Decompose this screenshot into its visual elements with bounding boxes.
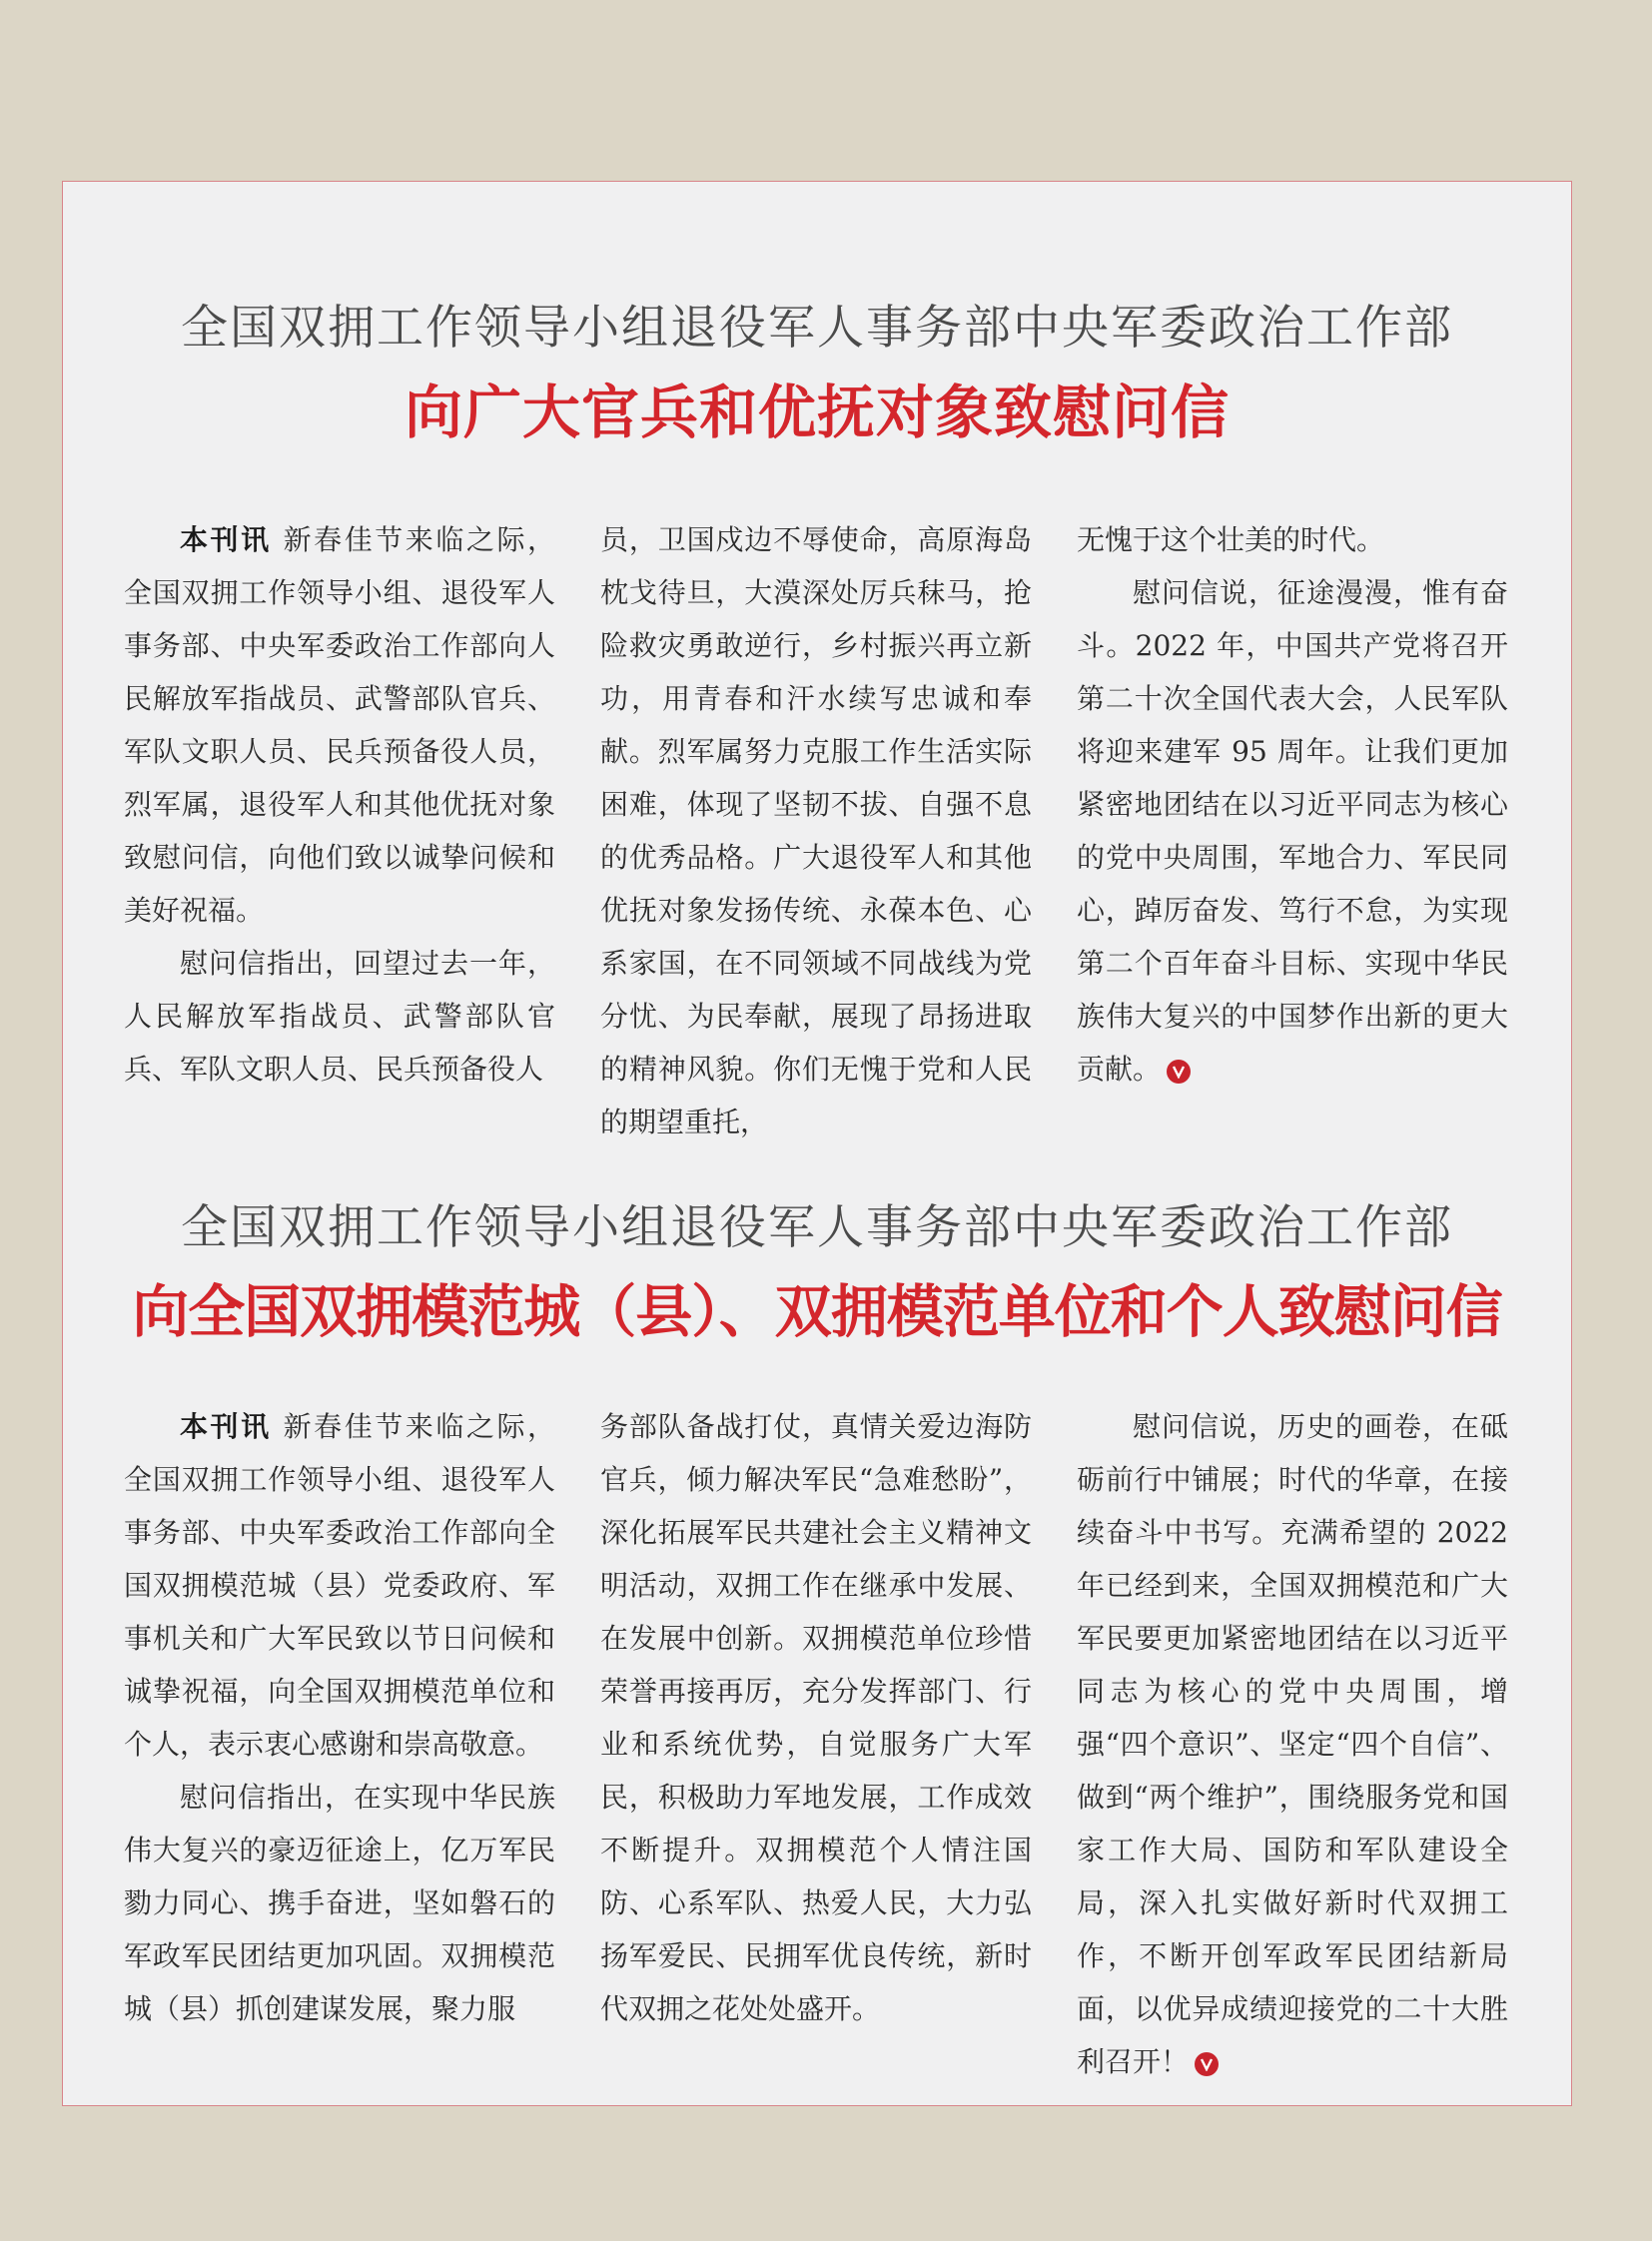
article-2-column-3 [1077, 1400, 1508, 2088]
paragraph-text: 新春佳节来临之际，全国双拥工作领导小组、退役军人事务部、中央军委政治工作部向人民解放军指战员、武警部队官兵、军队文职人员、民兵预备役人员，烈军属，退役军人和其他优抚对象致慰问信，向他们致以诚挚问候和美好祝福。 [124, 523, 555, 927]
article-1-headline: 向广大官兵和优抚对象致慰问信 [404, 378, 1230, 446]
article-2-column-1 [124, 1400, 555, 2088]
paragraph [1077, 1400, 1508, 2088]
article-1-kicker: 全国双拥工作领导小组退役军人事务部中央军委政治工作部 [181, 301, 1453, 356]
paragraph-text: 新春佳节来临之际，全国双拥工作领导小组、退役军人事务部、中央军委政治工作部向全国双拥模范城（县）党委政府、军事机关和广大军民致以节日问候和诚挚祝福，向全国双拥模范单位和个人，表示衷心感谢和崇高敬意。 [124, 1410, 555, 1761]
article-1-body [124, 513, 1572, 1148]
article-1 [62, 181, 1572, 1138]
lead-label: 本刊讯 [180, 523, 272, 556]
paragraph [124, 513, 555, 937]
v-end-mark-icon [1195, 2052, 1219, 2076]
paragraph: 慰问信指出，回望过去一年，人民解放军指战员、武警部队官兵、军队文职人员、民兵预备役人 [124, 947, 555, 1086]
article-2-headline: 向全国双拥模范城（县）、双拥模范单位和个人致慰问信 [132, 1279, 1502, 1345]
paragraph: 无愧于这个壮美的时代。 [1077, 523, 1385, 556]
paragraph [1077, 566, 1508, 1096]
paragraph-text: 慰问信说，征途漫漫，惟有奋斗。2022 年，中国共产党将召开第二十次全国代表大会，人民军队将迎来建军 95 周年。让我们更加紧密地团结在以习近平同志为核心的党中央周围，军地合力、军民同心，踔厉奋发、笃行不怠，为实现第二个百年奋斗目标、实现中华民族伟大复兴的中国梦作出新的更大贡献。 [1077, 576, 1508, 1086]
paragraph: 员，卫国戍边不辱使命，高原海岛枕戈待旦，大漠深处厉兵秣马，抢险救灾勇敢逆行，乡村振兴再立新功，用青春和汗水续写忠诚和奉献。烈军属努力克服工作生活实际困难，体现了坚韧不拔、自强不息的优秀品格。广大退役军人和其他优抚对象发扬传统、永葆本色、心系家国，在不同领域不同战线为党分忧、为民奉献，展现了昂扬进取的精神风貌。你们无愧于党和人民的期望重托， [600, 523, 1032, 1138]
article-2-body [124, 1400, 1572, 2088]
article-1-column-1 [124, 513, 555, 1148]
article-1-column-3 [1077, 513, 1508, 1148]
article-2-kicker: 全国双拥工作领导小组退役军人事务部中央军委政治工作部 [181, 1200, 1453, 1255]
article-1-column-2 [600, 513, 1032, 1148]
paragraph-text: 慰问信说，历史的画卷，在砥砺前行中铺展；时代的华章，在接续奋斗中书写。充满希望的 2022 年已经到来，全国双拥模范和广大军民要更加紧密地团结在以习近平同志为核心的党中央周围，增强“四个意识”、坚定“四个自信”、做到“两个维护”，围绕服务党和国家工作大局、国防和军队建设全局，深入扎实做好新时代双拥工作，不断开创军政军民团结新局面，以优异成绩迎接党的二十大胜利召开！ [1077, 1410, 1508, 2078]
article-2 [62, 1081, 1572, 2106]
paragraph [124, 1400, 555, 1771]
article-2-column-2 [600, 1400, 1032, 2088]
lead-label: 本刊讯 [180, 1410, 272, 1443]
v-end-mark-icon [1167, 1060, 1191, 1084]
paragraph: 慰问信指出，在实现中华民族伟大复兴的豪迈征途上，亿万军民勠力同心、携手奋进，坚如磐石的军政军民团结更加巩固。双拥模范城（县）抓创建谋发展，聚力服 [124, 1781, 555, 2025]
paragraph: 务部队备战打仗，真情关爱边海防官兵，倾力解决军民“急难愁盼”，深化拓展军民共建社会主义精神文明活动，双拥工作在继承中发展、在发展中创新。双拥模范单位珍惜荣誉再接再厉，充分发挥部门、行业和系统优势，自觉服务广大军民，积极助力军地发展，工作成效不断提升。双拥模范个人情注国防、心系军队、热爱人民，大力弘扬军爱民、民拥军优良传统，新时代双拥之花处处盛开。 [600, 1410, 1032, 2025]
